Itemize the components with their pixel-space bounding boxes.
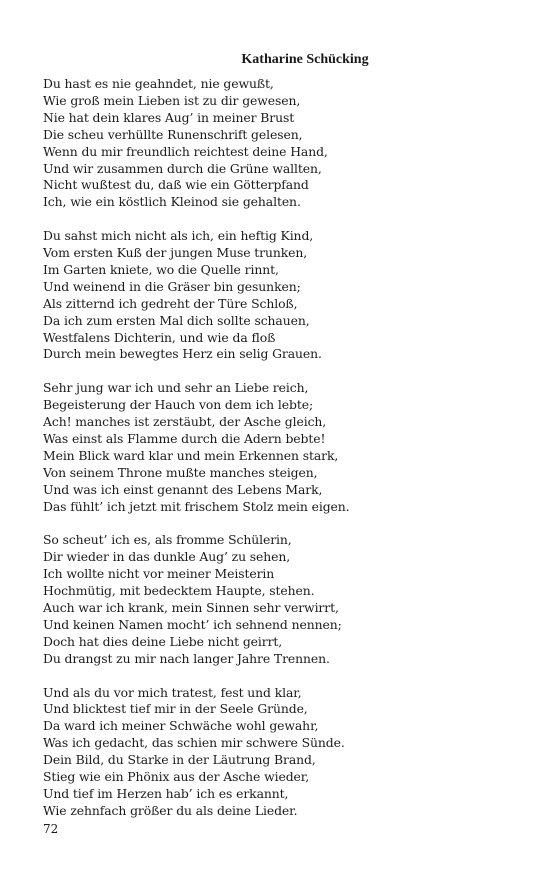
poem-line: Und keinen Namen mocht’ ich sehnend nennen; <box>43 616 342 632</box>
poem-line: Was einst als Flamme durch die Adern bebte! <box>43 431 326 446</box>
poem-line: Westfalens Dichterin, und wie da floß <box>43 329 276 345</box>
poem-line: Nicht wußtest du, daß wie ein Götterpfand <box>43 177 309 193</box>
stanza <box>43 380 513 515</box>
poem-line: Dein Bild, du Starke in der Läutrung Brand, <box>43 752 316 768</box>
stanza <box>43 685 513 820</box>
poem-line: Im Garten kniete, wo die Quelle rinnt, <box>43 261 279 277</box>
poem-line: Und blicktest tief mir in der Seele Gründe, <box>43 701 308 717</box>
poem-line: Du hast es nie geahndet, nie gewußt, <box>43 76 274 91</box>
poem-line: Ich wollte nicht vor meiner Meisterin <box>43 566 275 582</box>
poem-line: Auch war ich krank, mein Sinnen sehr verwirrt, <box>43 600 339 616</box>
poem-line: Und tief im Herzen hab’ ich es erkannt, <box>43 786 289 801</box>
poem-line: Und weinend in die Gräser bin gesunken; <box>43 278 301 294</box>
poem-line: Du sahst mich nicht als ich, ein heftig Kind, <box>43 228 314 244</box>
poem-line: Die scheu verhüllte Runenschrift gelesen, <box>43 126 303 142</box>
poem-line: Doch hat dies deine Liebe nicht geirrt, <box>43 633 283 649</box>
poem-line: Nie hat dein klares Aug’ in meiner Brust <box>43 109 295 125</box>
poem-line: Von seinem Throne mußte manches steigen, <box>43 464 318 480</box>
poem-line: Ich, wie ein köstlich Kleinod sie gehalten. <box>43 194 301 210</box>
poem-line: Da ward ich meiner Schwäche wohl gewahr, <box>43 718 319 734</box>
poem-body <box>43 76 513 837</box>
poem-line: Sehr jung war ich und sehr an Liebe reich, <box>43 380 309 396</box>
poem-line: Als zitternd ich gedreht der Türe Schloß, <box>43 295 298 311</box>
poem-title: Katharine Schücking <box>241 52 369 67</box>
poem-line: Wie groß mein Lieben ist zu dir gewesen, <box>43 92 301 108</box>
poem-line: Stieg wie ein Phönix aus der Asche wieder, <box>43 769 310 785</box>
poem-line: Und was ich einst genannt des Lebens Mark, <box>43 481 323 497</box>
poem-line: Hochmütig, mit bedecktem Haupte, stehen. <box>43 583 315 599</box>
poem-line: Dir wieder in das dunkle Aug’ zu sehen, <box>43 549 291 565</box>
poem-line: Ach! manches ist zerstäubt, der Asche gleich, <box>43 414 327 430</box>
poem-line: Und wir zusammen durch die Grüne wallten, <box>43 160 322 176</box>
poem-line: Was ich gedacht, das schien mir schwere Sünde. <box>43 735 345 751</box>
poem-line: Du drangst zu mir nach langer Jahre Trennen. <box>43 650 330 666</box>
poem-line: Mein Blick ward klar und mein Erkennen stark, <box>43 447 339 463</box>
poem-line: Und als du vor mich tratest, fest und klar, <box>43 684 302 700</box>
stanza <box>43 532 513 667</box>
poem-line: Wie zehnfach größer du als deine Lieder. <box>43 802 298 818</box>
poem-line: Wenn du mir freundlich reichtest deine Hand, <box>43 143 328 159</box>
stanza <box>43 76 513 211</box>
poem-line: Durch mein bewegtes Herz ein selig Grauen. <box>43 346 322 362</box>
poem-line: Vom ersten Kuß der jungen Muse trunken, <box>43 245 308 261</box>
poem-line: So scheut’ ich es, als fromme Schülerin, <box>43 532 292 548</box>
stanza <box>43 228 513 363</box>
poem-line: Das fühlt’ ich jetzt mit frischem Stolz mein eigen. <box>43 498 350 514</box>
poem-line: Begeisterung der Hauch von dem ich lebte; <box>43 397 314 413</box>
poem-line: Da ich zum ersten Mal dich sollte schauen, <box>43 312 310 328</box>
page-number: 72 <box>43 822 59 836</box>
